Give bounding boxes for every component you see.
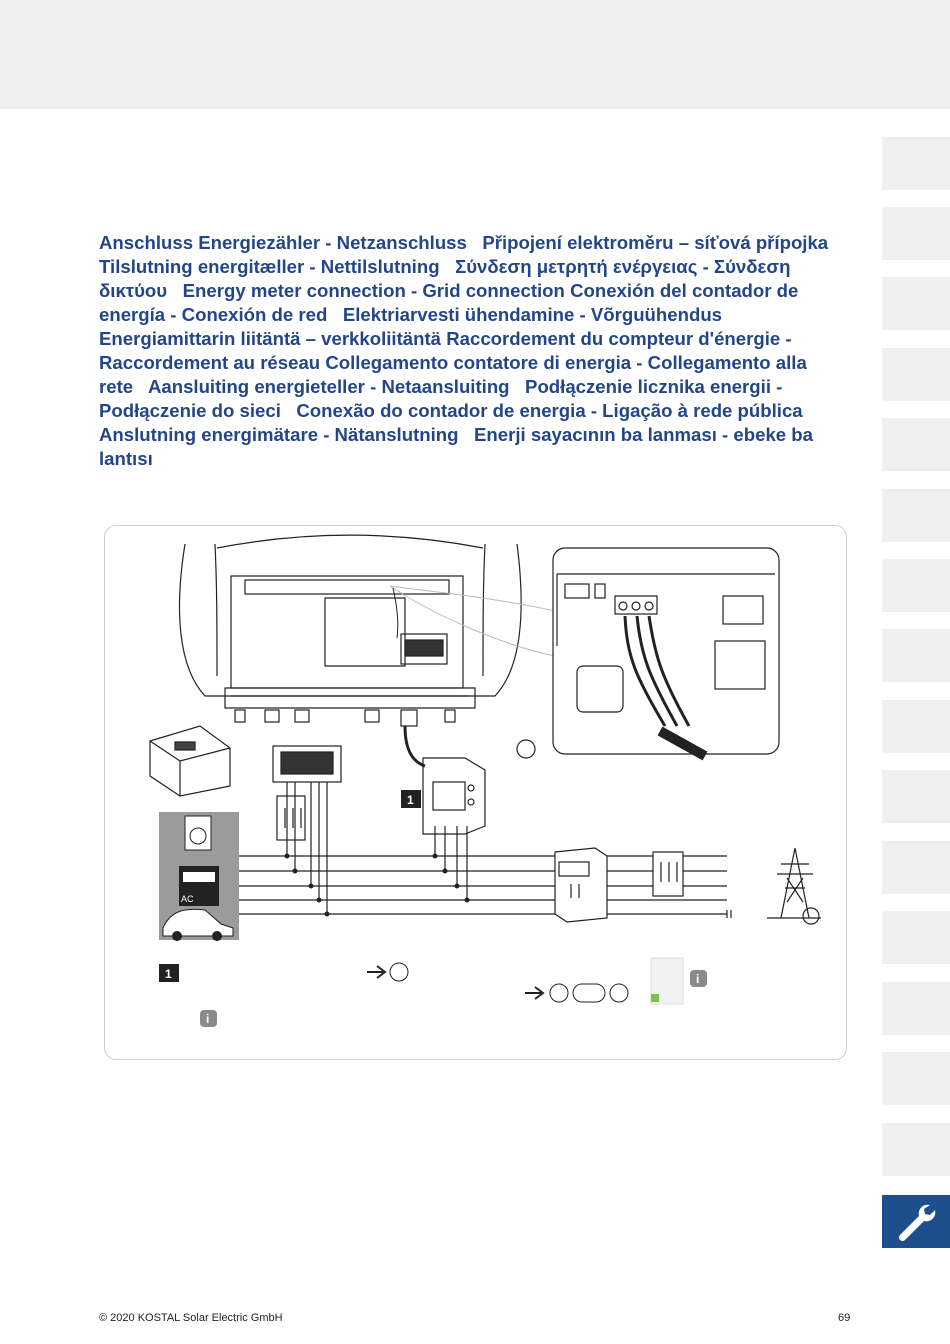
battery-inverter-device [150,726,230,796]
title-part: Anslutning energimätare - Nätanslutning [99,424,459,445]
info-icon [200,1010,217,1027]
title-part: Enerji sayacının ba lanması - ebeke ba lantısı [99,424,813,469]
washing-machine-icon [185,816,211,850]
chapter-tab[interactable] [882,982,950,1035]
header-band [0,0,950,109]
chapter-tab[interactable] [882,277,950,330]
energy-meter [423,758,485,900]
title-part: Anschluss Energiezähler - Netzanschluss [99,232,467,253]
wrench-icon [894,1201,938,1245]
svg-text:i: i [206,1012,210,1026]
chapter-tab[interactable] [882,770,950,823]
arrow-home-icon [367,963,408,981]
title-part: Conexión del contador de energía - Conexión de red [99,280,799,325]
chapter-tab[interactable] [882,629,950,682]
chapter-tab[interactable] [882,348,950,401]
title-part: Energiamittarin liitäntä – verkkoliitäntä [99,328,442,349]
chapter-tab[interactable] [882,137,950,190]
chapter-tab[interactable] [882,489,950,542]
wiring-diagram [105,526,846,1059]
chapter-tab[interactable] [882,1123,950,1176]
legend-marker-number: 1 [165,967,172,981]
title-part: Podłączenie licznika energii - Podłączenie do sieci [99,376,783,421]
chapter-tab[interactable] [882,207,950,260]
svg-text:i: i [696,972,700,986]
callout-marker-number: 1 [407,793,414,807]
title-part: Aansluiting energieteller - Netaansluiting [147,376,510,397]
info-icon [690,970,707,987]
title-part: Elektriarvesti ühendamine - Võrguühendus [342,304,723,325]
title-part: Energy meter connection - Grid connection [182,280,565,301]
household-consumers [159,812,239,941]
page-number: 69 [838,1312,851,1324]
title-part: Collegamento contatore di energia - Collegamento alla rete [99,352,807,397]
chapter-tab-installation[interactable] [882,1195,950,1248]
chapter-tab[interactable] [882,841,950,894]
power-pylon-icon [767,848,821,918]
chapter-tab[interactable] [882,911,950,964]
chapter-tab[interactable] [882,418,950,471]
chapter-tab[interactable] [882,559,950,612]
inverter-housing [180,535,522,726]
title-part: Připojení elektroměru – síťová přípojka [482,232,829,253]
title-part: Conexão do contador de energia - Ligação à rede pública [296,400,803,421]
title-part: Raccordement du compteur d'énergie - Raccordement au réseau [99,328,792,373]
terminal-detail-zoom [553,548,779,756]
copyright: © 2020 KOSTAL Solar Electric GmbH [99,1312,283,1324]
arrow-meter-sequence-icon [525,984,628,1002]
chapter-tab[interactable] [882,1052,950,1105]
title-part: Σύνδεση μετρητή ενέργειας - Σύνδεση δικτύου [99,256,791,301]
title-part: Tilslutning energitæller - Nettilslutning [99,256,440,277]
page-title [99,231,839,471]
junction-dots [285,854,470,917]
wiring-diagram-panel [104,525,847,1060]
ac-label: AC [181,894,194,904]
chapter-tab[interactable] [882,700,950,753]
grid-meter-cabinet [555,848,607,922]
